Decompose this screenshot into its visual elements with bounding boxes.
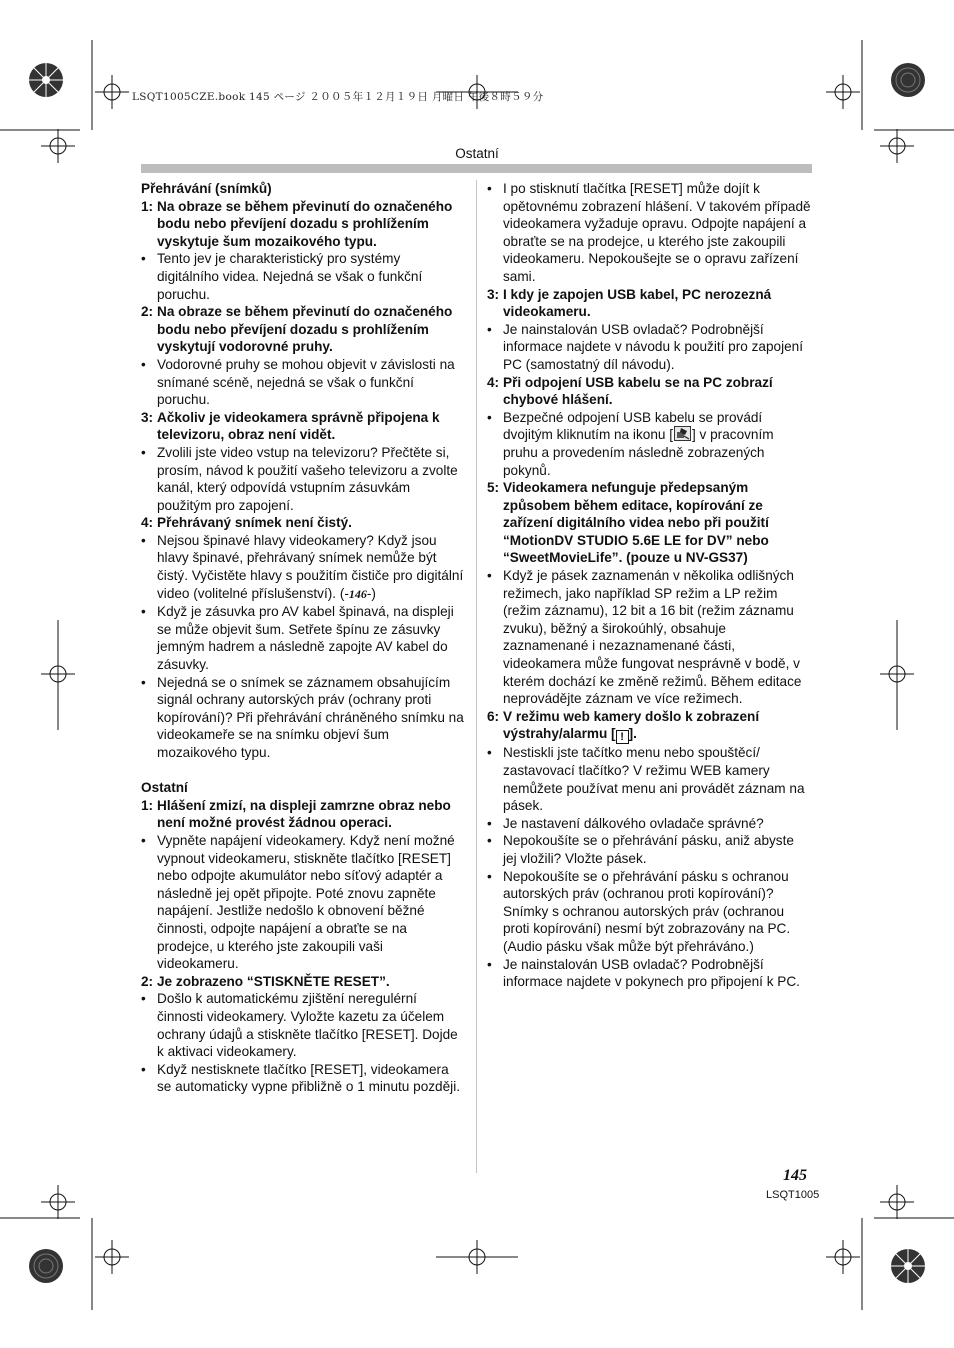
- register-dial-top-left: [29, 63, 63, 97]
- answer-item: • Když nestisknete tlačítko [RESET], videokamera se automaticky vypne přibližně o 1 minutu později.: [141, 1061, 460, 1095]
- crosshair-top-left: [95, 75, 129, 109]
- answer-item: • I po stisknutí tlačítka [RESET] může dojít k opětovnému zobrazení hlášení. V takovém případě videokamera vyžaduje opravu. Odpojte napájení a obraťte se na prodejce, u kterého jste zakoupili videokameru. Nepokoušejte se o opravu zařízení sami.: [487, 181, 811, 284]
- answer-item: • Je nainstalován USB ovladač? Podrobnější informace najdete v návodu k použití pro zapojení PC (samostatný díl návodu).: [487, 321, 804, 372]
- answer-item: • Je nastavení dálkového ovladače správné?: [487, 815, 764, 831]
- question-4: 4: Přehrávaný snímek není čistý.: [141, 515, 352, 531]
- register-dial-bottom-left: [29, 1249, 63, 1283]
- print-slug-header: LSQT1005CZE.book 145 ページ ２００５年１２月１９日 月曜日 午後８時５９分: [132, 91, 544, 103]
- page-number: 145: [783, 1167, 807, 1184]
- warning-icon: !: [616, 730, 629, 744]
- answer-item: • Nepokoušíte se o přehrávání pásku, aniž abyste jej vložili? Vložte pásek.: [487, 833, 794, 866]
- question-2: 2: Na obraze se během převinutí do označeného bodu nebo převíjení dozadu s prohlížením vyskytují vodorovné pruhy.: [141, 304, 453, 355]
- usb-safe-remove-icon: [674, 426, 691, 441]
- answer-item: • Nejedná se o snímek se záznamem obsahujícím signál ochrany autorských práv (ochrany proti kopírování)? Při přehrávání chráněného snímku na videokameře se na snímku objeví šum mozaikového typu.: [141, 674, 464, 760]
- answer-item: • Když je zásuvka pro AV kabel špinavá, na displeji se může objevit šum. Setřete špínu ze zásuvky jemným hadrem a následně zapojte AV kabel do zásuvky.: [141, 604, 454, 673]
- left-column: [141, 180, 465, 1096]
- other-question-2: 2: Je zobrazeno “STISKNĚTE RESET”.: [141, 973, 390, 989]
- question-1: 1: Na obraze se během převinutí do označeného bodu nebo převíjení dozadu s prohlížením vyskytuje šum mozaikového typu.: [141, 198, 453, 249]
- other-question-3: 3: I kdy je zapojen USB kabel, PC nerozezná videokameru.: [487, 286, 772, 320]
- answer-item: • Vodorovné pruhy se mohou objevit v závislosti na snímané scéně, nejedná se však o funkční poruchu.: [141, 356, 455, 408]
- column-divider: [476, 180, 477, 1173]
- register-dial-bottom-right: [891, 1249, 925, 1283]
- answer-item: • Bezpečné odpojení USB kabelu se provádí dvojitým kliknutím na ikonu [ ] v pracovním pruhu a provedením následně zobrazených pokynů.: [487, 409, 774, 478]
- answer-item: • Nejsou špinavé hlavy videokamery? Když jsou hlavy špinavé, přehrávaný snímek nemůže být čistý. Vyčistěte hlavy s použitím čističe pro digitální video (volitelné příslušenství). (-146-): [141, 532, 464, 601]
- answer-item: • Tento jev je charakteristický pro systémy digitálního videa. Nejedná se však o funkční poruchu.: [141, 251, 423, 302]
- answer-item: • Když je pásek zaznamenán v několika odlišných režimech, jako například SP režim a LP režim (režim záznamu), 12 bit a 16 bit (režim záznamu zvuku), běžný a širokoúhlý, obsahuje zaznamenané i nezaznamenané části, videokamera může fungovat nesprávně v bodě, v kterém dochází ke změně režimů. Během editace neprovádějte záznam ve více režimech.: [487, 568, 802, 707]
- answer-item: • Došlo k automatickému zjištění neregulérní činnosti videokamery. Vyložte kazetu za účelem ochrany údajů a stiskněte tlačítko [RESET]. Dojde k aktivaci videokamery.: [141, 991, 458, 1060]
- header-bar: [141, 164, 812, 173]
- answer-item: • Nestiskli jste tačítko menu nebo spouštěcí/ zastavovací tlačítko? V režimu WEB kamery nemůžete používat menu ani provádět záznam na pásek.: [487, 745, 805, 814]
- register-dial-top-right: [891, 63, 925, 97]
- answer-item: • Nepokoušíte se o přehrávání pásku s ochranou autorských práv (ochranou proti kopírování)? Snímky s ochranou autorských práv (ochranou proti kopírování) nesmí být zobrazovány na PC. (Audio pásku však může být přehráváno.): [487, 868, 791, 954]
- other-question-4: 4: Při odpojení USB kabelu se na PC zobrazí chybové hlášení.: [487, 374, 773, 408]
- section-title-playback: Přehrávání (snímků): [141, 181, 272, 196]
- crosshair-top-right: [826, 75, 860, 109]
- answer-item: • Je nainstalován USB ovladač? Podrobnější informace najdete v pokynech pro připojení k PC.: [487, 956, 800, 990]
- running-head: Ostatní: [455, 146, 499, 161]
- page-reference[interactable]: 146: [348, 586, 367, 601]
- document-code: LSQT1005: [766, 1189, 820, 1201]
- other-question-6: 6: V režimu web kamery došlo k zobrazení výstrahy/alarmu [ ! ].: [487, 708, 760, 744]
- section-title-other: Ostatní: [141, 780, 188, 796]
- right-column: [487, 180, 811, 991]
- other-question-1: 1: Hlášení zmizí, na displeji zamrzne obraz nebo není možné provést žádnou operaci.: [141, 797, 451, 831]
- answer-item: • Vypněte napájení videokamery. Když není možné vypnout videokameru, stiskněte tlačítko [RESET] nebo odpojte akumulátor nebo síťový adaptér a následně jej opět připojte. Poté znovu zapněte napájení. Jestliže nedošlo k obnovení běžné činnosti, odpojte napájení a obraťte se na prodejce, u kterého jste zakoupili vaši videokameru.: [141, 832, 455, 972]
- answer-item: • Zvolili jste video vstup na televizoru? Přečtěte si, prosím, návod k použití vašeho televizoru a zvolte kanál, který odpovídá vstupním zásuvkám použitým pro zapojení.: [141, 444, 458, 513]
- other-question-5: 5: Videokamera nefunguje předepsaným způsobem během editace, kopírování ze zařízení digitálního videa nebo při použití “MotionDV STUDIO 5.6E LE for DV” nebo “SweetMovieLife”. (pouze u NV-GS37): [487, 480, 769, 566]
- question-3: 3: Ačkoliv je videokamera správně připojena k televizoru, obraz není vidět.: [141, 409, 440, 443]
